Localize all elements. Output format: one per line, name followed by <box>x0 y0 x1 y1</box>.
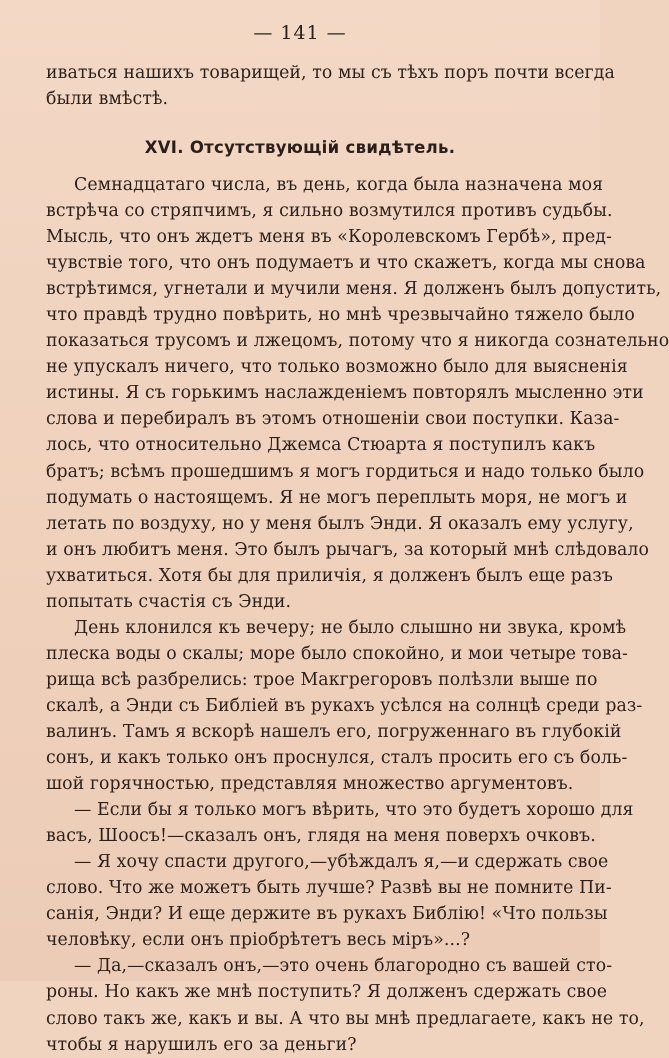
chapter-heading: XVI. Отсутствующій свидѣтель. <box>144 138 456 157</box>
text-line: братъ; всѣмъ прошедшимъ я могъ гордиться и надо только было <box>46 461 645 482</box>
text-line: ухватиться. Хотя бы для приличія, я долженъ былъ еще разъ <box>46 565 613 586</box>
text-line: — Если бы я только могъ вѣрить, что это будетъ хорошо для <box>74 800 634 821</box>
text-line: шой горячностью, представляя множество аргументовъ. <box>46 774 574 795</box>
text-line: летать по воздуху, но у меня былъ Энди. Я оказалъ ему услугу, <box>46 513 634 534</box>
text-line: роны. Но какъ же мнѣ поступить? Я долженъ сдержать свое <box>46 982 608 1003</box>
text-line: чтобы я нарушилъ его за деньги? <box>46 1034 357 1055</box>
text-line: васъ, Шоосъ!—сказалъ онъ, глядя на меня поверхъ очковъ. <box>46 826 596 847</box>
text-line: валинъ. Тамъ я вскорѣ нашелъ его, погруженнаго въ глубокій <box>46 721 622 742</box>
text-line: и онъ любитъ меня. Это былъ рычагъ, за который мнѣ слѣдовало <box>46 539 650 560</box>
continuation-paragraph <box>46 60 615 112</box>
text-line: показаться трусомъ и лжецомъ, потому что я никогда сознательно <box>46 331 669 352</box>
text-line: плеска воды о скалы; море было спокойно, и мои четыре това- <box>46 643 628 664</box>
text-line: что правдѣ трудно повѣрить, но мнѣ чрезвычайно тяжело было <box>46 305 635 326</box>
text-line: Мысль, что онъ ждетъ меня въ «Королевскомъ Гербѣ», пред- <box>46 227 612 248</box>
text-line: иваться нашихъ товарищей, то мы съ тѣхъ поръ почти всегда <box>46 63 615 83</box>
chapter-body <box>46 172 669 1058</box>
text-line: слова и перебиралъ въ этомъ отношеніи свои поступки. Каза- <box>46 409 620 430</box>
text-line: истины. Я съ горькимъ наслажденіемъ повторялъ мысленно эти <box>46 383 644 404</box>
text-line: были вмѣстѣ. <box>46 89 169 110</box>
text-line: лось, что относительно Джемса Стюарта я поступилъ какъ <box>46 435 596 456</box>
text-line: рища всѣ разбрелись: трое Макгрегоровъ полѣзли выше по <box>46 669 598 690</box>
text-line: — Я хочу спасти другого,—убѣждалъ я,—и сдержать свое <box>74 852 609 873</box>
text-line: скалѣ, а Энди съ Библіей въ рукахъ усѣлся на солнцѣ среди раз- <box>46 695 643 716</box>
text-line: не упускалъ ничего, что только возможно было для выясненія <box>46 357 628 378</box>
text-line: День клонился къ вечеру; не было слышно ни звука, кромѣ <box>74 617 627 638</box>
text-line: встрѣча со стряпчимъ, я сильно возмутился противъ судьбы. <box>46 201 613 222</box>
text-line: санія, Энди? И еще держите въ рукахъ Библію! «Что пользы <box>46 904 608 925</box>
text-line: чувствіе того, что онъ подумаетъ и что скажетъ, когда мы снова <box>46 253 646 274</box>
text-line: встрѣтимся, угнетали и мучили меня. Я долженъ былъ допустить, <box>46 279 662 300</box>
text-line: сонъ, и какъ только онъ проснулся, сталъ просить его съ боль- <box>46 748 628 769</box>
text-line: человѣку, если онъ пріобрѣтетъ весь міръ»...? <box>46 930 471 951</box>
text-line: подумать о настоящемъ. Я не могъ переплыть моря, не могъ и <box>46 487 628 508</box>
text-line: Семнадцатаго числа, въ день, когда была назначена моя <box>74 175 604 195</box>
text-line: слово. Что же можетъ быть лучше? Развѣ вы не помните Пи- <box>46 878 612 899</box>
text-line: попытать счастія съ Энди. <box>46 591 292 612</box>
text-line: слово такъ же, какъ и вы. А что вы мнѣ предлагаете, какъ не то, <box>46 1008 645 1029</box>
page-number: — 141 — <box>253 22 347 44</box>
text-line: — Да,—сказалъ онъ,—это очень благородно съ вашей сто- <box>74 956 613 977</box>
